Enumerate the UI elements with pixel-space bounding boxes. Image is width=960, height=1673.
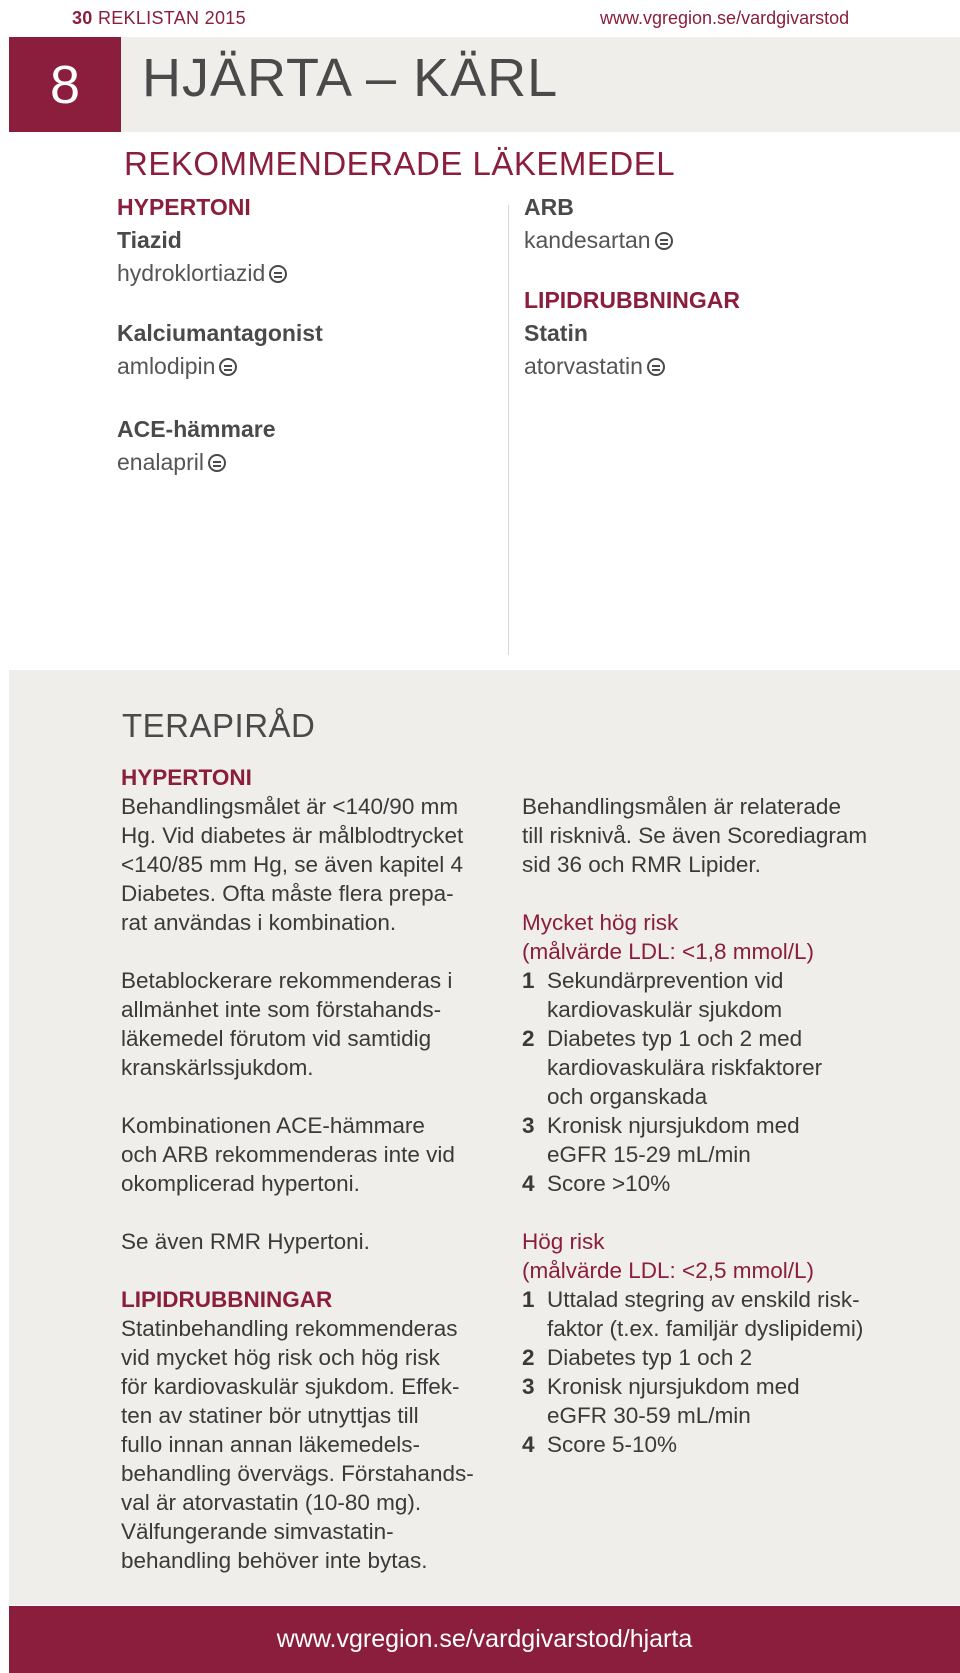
generic-substitution-icon — [647, 358, 665, 376]
list-item: 4 Score 5-10% — [522, 1432, 678, 1457]
drug-entry — [117, 257, 323, 290]
generic-substitution-icon — [655, 232, 673, 250]
drug-entry — [117, 446, 323, 479]
header-url[interactable]: www.vgregion.se/vardgivarstod — [600, 8, 850, 28]
hypertoni-heading: HYPERTONI — [117, 194, 251, 220]
list-item: 2 Diabetes typ 1 och 2 — [522, 1345, 753, 1370]
lipid-heading: LIPIDRUBBNINGAR — [524, 287, 740, 313]
drug-name: hydroklortiazid — [117, 260, 266, 286]
page-header-left — [72, 8, 246, 29]
drug-entry — [524, 224, 740, 257]
high-risk-target: (målvärde LDL: <2,5 mmol/L) — [522, 1258, 814, 1283]
column-divider — [508, 205, 509, 655]
recommended-right-column — [524, 191, 740, 383]
drug-name: enalapril — [117, 449, 204, 475]
lipid-advice-heading: LIPIDRUBBNINGAR — [121, 1287, 333, 1312]
publication-name: REKLISTAN 2015 — [97, 8, 246, 28]
chapter-title: HJÄRTA – KÄRL — [142, 48, 559, 108]
generic-substitution-icon — [219, 358, 237, 376]
therapy-right-column — [522, 792, 942, 1459]
hypertoni-advice-heading: HYPERTONI — [121, 765, 252, 790]
advice-paragraph: Kombinationen ACE-hämmare och ARB rekommenderas inte vid okomplicerad hypertoni. — [121, 1113, 455, 1196]
very-high-risk-target: (målvärde LDL: <1,8 mmol/L) — [522, 939, 814, 964]
therapy-title: TERAPIRÅD — [122, 707, 316, 744]
list-item: 3 Kronisk njursjukdom med eGFR 30-59 mL/min — [522, 1374, 800, 1428]
recommended-left-column — [117, 191, 323, 479]
recommended-title: REKOMMENDERADE LÄKEMEDEL — [124, 145, 676, 182]
list-item: 1 Sekundärprevention vid kardiovaskulär sjukdom — [522, 968, 784, 1022]
advice-paragraph: Betablockerare rekommenderas i allmänhet inte som förstahands- läkemedel förutom vid samtidig kranskärlssjukdom. — [121, 968, 453, 1080]
therapy-left-column — [121, 763, 501, 1575]
drug-name: amlodipin — [117, 353, 216, 379]
risk-intro: Behandlingsmålen är relaterade till risknivå. Se även Scorediagram sid 36 och RMR Lipider. — [522, 794, 868, 877]
drug-entry — [524, 350, 740, 383]
footer-url[interactable]: www.vgregion.se/vardgivarstod/hjarta — [9, 1606, 960, 1673]
advice-reference: Se även RMR Hypertoni. — [121, 1229, 370, 1254]
lipid-advice-text: Statinbehandling rekommenderas vid mycket hög risk och hög risk för kardiovaskulär sjukdom. Effek- ten av statiner bör utnyttjas till fullo innan annan läkemedels- behandling övervägs. Förstahands- val är atorvastatin (10-80 mg). Välfungerande simvastatin- behandling behöver inte bytas. — [121, 1316, 474, 1573]
drug-name: kandesartan — [524, 227, 651, 253]
page-number: 30 — [72, 8, 93, 28]
generic-substitution-icon — [269, 265, 287, 283]
drug-group-name: Kalciumantagonist — [117, 320, 323, 346]
list-item: 3 Kronisk njursjukdom med eGFR 15-29 mL/min — [522, 1113, 800, 1167]
list-item: 4 Score >10% — [522, 1171, 671, 1196]
high-risk-list — [522, 1285, 942, 1459]
drug-group-name: ARB — [524, 194, 574, 220]
very-high-risk-heading: Mycket hög risk — [522, 910, 679, 935]
advice-paragraph: Behandlingsmålet är <140/90 mm Hg. Vid diabetes är målblodtrycket <140/85 mm Hg, se även kapitel 4 Diabetes. Ofta måste flera prepa- rat användas i kombination. — [121, 794, 464, 935]
chapter-number: 8 — [9, 37, 121, 132]
drug-group-name: ACE-hämmare — [117, 416, 276, 442]
drug-name: atorvastatin — [524, 353, 643, 379]
drug-group-name: Tiazid — [117, 227, 182, 253]
list-item: 1 Uttalad stegring av enskild risk- faktor (t.ex. familjär dyslipidemi) — [522, 1287, 864, 1341]
list-item: 2 Diabetes typ 1 och 2 med kardiovaskulära riskfaktorer och organskada — [522, 1026, 823, 1109]
generic-substitution-icon — [208, 454, 226, 472]
high-risk-heading: Hög risk — [522, 1229, 605, 1254]
very-high-risk-list — [522, 966, 942, 1198]
drug-entry — [117, 350, 323, 383]
drug-group-name: Statin — [524, 320, 588, 346]
